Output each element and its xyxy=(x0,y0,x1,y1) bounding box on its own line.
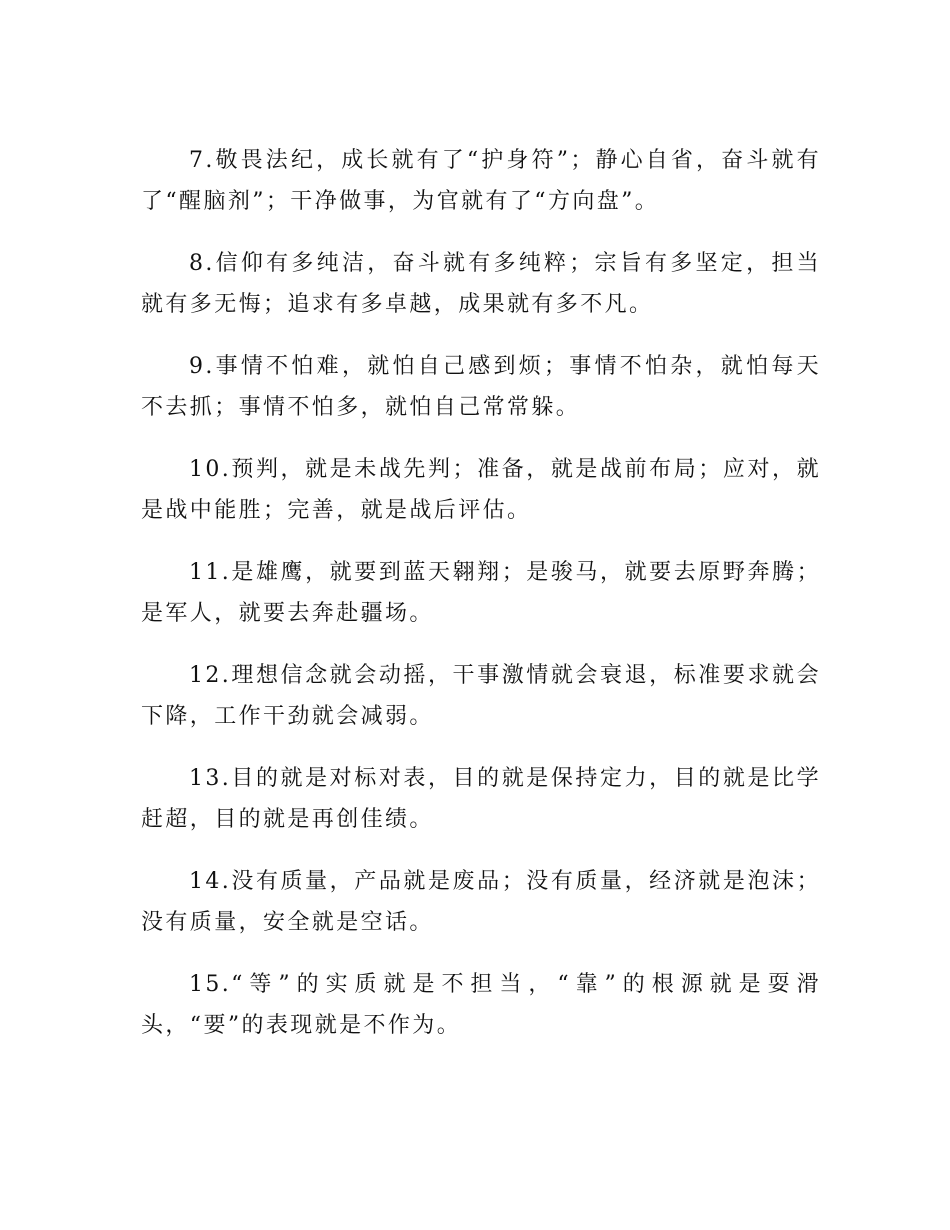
paragraph-7: 7.敬畏法纪，成长就有了“护身符”；静心自省，奋斗就有了“醒脑剂”；干净做事，为官就有了“方向盘”。 xyxy=(141,148,821,214)
document-body xyxy=(141,140,821,1067)
paragraph-14: 14.没有质量，产品就是废品；没有质量，经济就是泡沫；没有质量，安全就是空话。 xyxy=(141,869,821,935)
paragraph-10: 10.预判，就是未战先判；准备，就是战前布局；应对，就是战中能胜；完善，就是战后评估。 xyxy=(141,457,821,523)
paragraph-11: 11.是雄鹰，就要到蓝天翱翔；是骏马，就要去原野奔腾；是军人，就要去奔赴疆场。 xyxy=(141,560,821,626)
paragraph-9: 9.事情不怕难，就怕自己感到烦；事情不怕杂，就怕每天不去抓；事情不怕多，就怕自己常常躲。 xyxy=(141,354,821,420)
paragraph-8: 8.信仰有多纯洁，奋斗就有多纯粹；宗旨有多坚定，担当就有多无悔；追求有多卓越，成果就有多不凡。 xyxy=(141,251,821,317)
paragraph-13: 13.目的就是对标对表，目的就是保持定力，目的就是比学赶超，目的就是再创佳绩。 xyxy=(141,766,821,832)
paragraph-12: 12.理想信念就会动摇，干事激情就会衰退，标准要求就会下降，工作干劲就会减弱。 xyxy=(141,663,821,729)
paragraph-15: 15.“等”的实质就是不担当，“靠”的根源就是耍滑头，“要”的表现就是不作为。 xyxy=(141,972,821,1038)
